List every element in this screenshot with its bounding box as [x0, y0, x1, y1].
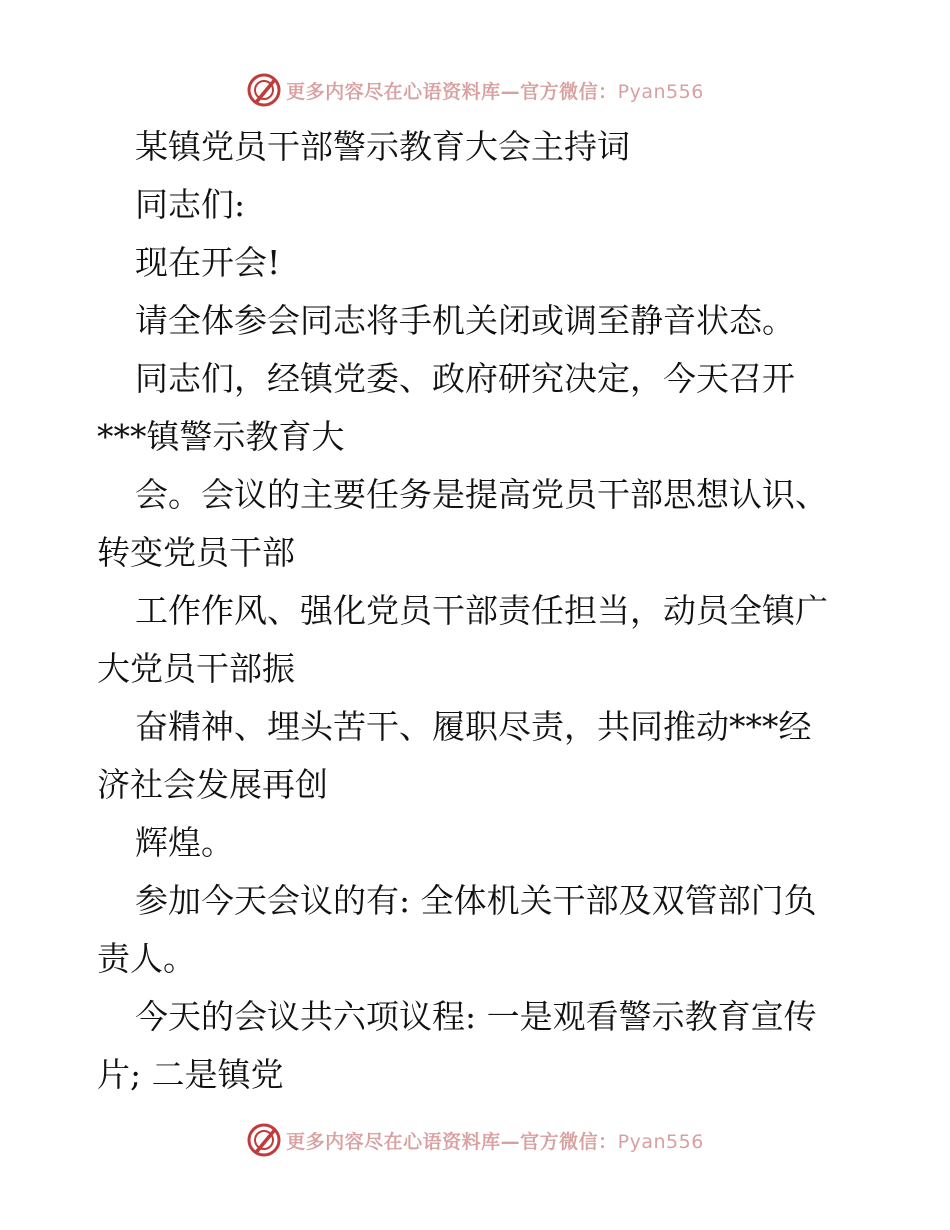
text-line: 转变党员干部 — [97, 533, 295, 572]
watermark-wechat-id: Pyan556 — [617, 1130, 704, 1153]
text-line: 同志们，经镇党委、政府研究决定，今天召开 — [135, 359, 795, 398]
document-title: 某镇党员干部警示教育大会主持词 — [135, 127, 630, 166]
watermark-text-cn: 更多内容尽在心语资料库—官方微信： — [286, 1130, 618, 1153]
quill-logo-icon — [246, 1122, 282, 1158]
text-line: 责人。 — [97, 939, 196, 978]
text-line: 同志们: — [135, 185, 246, 224]
document-body — [97, 118, 857, 1104]
text-line: 今天的会议共六项议程: 一是观看警示教育宣传 — [135, 997, 817, 1036]
text-line: 请全体参会同志将手机关闭或调至静音状态。 — [135, 301, 795, 340]
text-line: 现在开会! — [135, 243, 281, 282]
text-line: 济社会发展再创 — [97, 765, 328, 804]
watermark-text-cn: 更多内容尽在心语资料库—官方微信： — [286, 80, 618, 103]
text-line: 工作作风、强化党员干部责任担当，动员全镇广 — [135, 591, 828, 630]
watermark-text — [286, 77, 704, 104]
footer-watermark-banner — [0, 1120, 950, 1160]
header-watermark-banner — [0, 70, 950, 110]
text-line: 奋精神、埋头苦干、履职尽责，共同推动***经 — [135, 707, 812, 746]
text-line: 片; 二是镇党 — [97, 1055, 284, 1094]
text-line: 参加今天会议的有: 全体机关干部及双管部门负 — [135, 881, 817, 920]
quill-logo-icon — [246, 72, 282, 108]
text-line: 辉煌。 — [135, 823, 234, 862]
text-line: 会。会议的主要任务是提高党员干部思想认识、 — [135, 475, 828, 514]
watermark-wechat-id: Pyan556 — [617, 80, 704, 103]
text-line: 大党员干部振 — [97, 649, 295, 688]
text-line: ***镇警示教育大 — [97, 417, 345, 456]
watermark-text — [286, 1127, 704, 1154]
